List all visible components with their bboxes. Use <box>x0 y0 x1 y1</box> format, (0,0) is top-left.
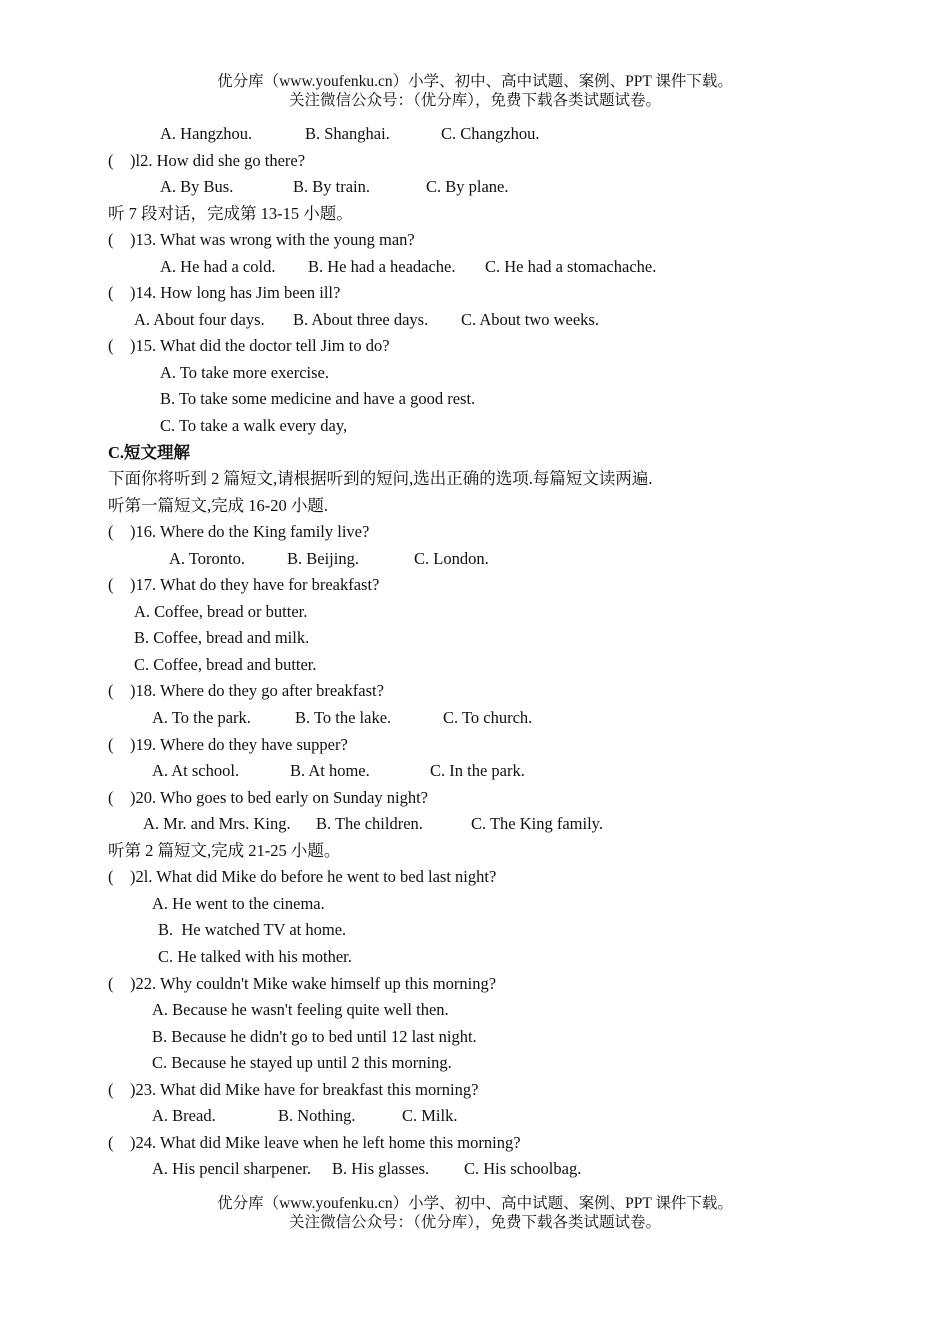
answer-option: C. The King family. <box>471 814 603 834</box>
question-text-line: ( )13. What was wrong with the young man? <box>108 230 415 250</box>
question-text-line: 听第一篇短文,完成 16-20 小题. <box>108 495 328 515</box>
answer-options-line <box>108 944 908 971</box>
answer-option: A. His pencil sharpener. <box>152 1159 311 1179</box>
answer-options-line <box>108 891 908 918</box>
answer-option: C. In the park. <box>430 761 525 781</box>
answer-option: A. Toronto. <box>169 548 245 568</box>
answer-option: A. He had a cold. <box>160 256 276 276</box>
answer-option: B. To the lake. <box>295 708 392 728</box>
answer-option: B. Coffee, bread and milk. <box>134 628 310 648</box>
answer-option: A. Bread. <box>152 1106 216 1126</box>
answer-options-line <box>108 360 908 387</box>
answer-option: B. He watched TV at home. <box>158 920 347 940</box>
question-text-line: 听 7 段对话，完成第 13-15 小题。 <box>108 203 353 223</box>
question-text-line: ( )18. Where do they go after breakfast? <box>108 681 384 701</box>
question-text-line: ( )14. How long has Jim been ill? <box>108 283 341 303</box>
question-text-line: ( )22. Why couldn't Mike wake himself up this morning? <box>108 973 497 993</box>
answer-options-line <box>108 917 908 944</box>
question-text-line: ( )20. Who goes to bed early on Sunday night? <box>108 787 429 807</box>
footer-line-2: 关注微信公众号：（优分库），免费下载各类试题试卷。 <box>288 1214 661 1231</box>
answer-option: B. About three days. <box>293 309 429 329</box>
answer-options-line <box>108 546 908 573</box>
answer-option: B. The children. <box>316 814 423 834</box>
question-text-line: ( )16. Where do the King family live? <box>108 522 370 542</box>
answer-option: C. About two weeks. <box>461 309 599 329</box>
answer-option: B. He had a headache. <box>308 256 456 276</box>
header-line-2: 关注微信公众号：（优分库），免费下载各类试题试卷。 <box>288 92 661 109</box>
question-text-line: ( )17. What do they have for breakfast? <box>108 575 380 595</box>
answer-option: B. By train. <box>293 177 370 197</box>
question-text-line: 下面你将听到 2 篇短文,请根据听到的短问,选出正确的选项.每篇短文读两遍. <box>108 469 653 489</box>
answer-option: A. Hangzhou. <box>160 124 253 143</box>
answer-options-line <box>108 386 908 413</box>
answer-options-line <box>108 811 908 838</box>
answer-option: C. Because he stayed up until 2 this morning. <box>152 1053 452 1073</box>
answer-option: B. To take some medicine and have a good rest. <box>160 389 476 409</box>
answer-option: C. London. <box>414 548 489 568</box>
answer-options-line <box>108 705 908 732</box>
page-header <box>0 72 950 110</box>
answer-option: A. At school. <box>152 761 240 781</box>
question-text-line: ( )l2. How did she go there? <box>108 150 306 170</box>
header-line-1: 优分库（www.youfenku.cn）小学、初中、高中试题、案例、PPT 课件下载。 <box>217 73 733 90</box>
question-text-line: ( )19. Where do they have supper? <box>108 734 348 754</box>
answer-option: A. To the park. <box>152 708 251 728</box>
document-body <box>108 121 908 1183</box>
answer-option: B. Because he didn't go to bed until 12 last night. <box>152 1026 477 1046</box>
answer-options-line <box>108 1103 908 1130</box>
answer-option: C. Milk. <box>402 1106 458 1126</box>
answer-options-line <box>108 307 908 334</box>
answer-option: B. Nothing. <box>278 1106 356 1126</box>
answer-option: A. About four days. <box>134 309 265 329</box>
answer-options-line <box>108 174 908 201</box>
answer-option: C. He talked with his mother. <box>158 946 352 966</box>
footer-line-1: 优分库（www.youfenku.cn）小学、初中、高中试题、案例、PPT 课件下载。 <box>217 1195 733 1212</box>
answer-option: A. Mr. and Mrs. King. <box>143 814 291 834</box>
answer-options-line <box>108 1156 908 1183</box>
section-heading: C.短文理解 <box>108 442 191 462</box>
answer-options-line <box>108 413 908 440</box>
answer-options-line <box>108 625 908 652</box>
question-text-line: ( )2l. What did Mike do before he went to bed last night? <box>108 867 497 887</box>
answer-option: B. At home. <box>290 761 370 781</box>
answer-options-line <box>108 254 908 281</box>
question-text-line: 听第 2 篇短文,完成 21-25 小题。 <box>108 840 341 860</box>
answer-option: B. Beijing. <box>287 548 359 568</box>
answer-options-line <box>108 997 908 1024</box>
answer-options-line <box>108 599 908 626</box>
answer-option: A. Coffee, bread or butter. <box>134 601 308 621</box>
answer-options-line <box>108 1024 908 1051</box>
answer-option: A. Because he wasn't feeling quite well then. <box>152 1000 449 1020</box>
question-text-line: ( )15. What did the doctor tell Jim to do? <box>108 336 390 356</box>
answer-option: B. Shanghai. <box>305 124 390 143</box>
answer-option: B. His glasses. <box>332 1159 430 1179</box>
answer-option: C. He had a stomachache. <box>485 256 657 276</box>
answer-option: C. To church. <box>443 708 533 728</box>
answer-options-line <box>108 758 908 785</box>
answer-option: C. Changzhou. <box>441 124 540 143</box>
answer-option: C. Coffee, bread and butter. <box>134 654 317 674</box>
page-footer <box>0 1194 950 1232</box>
answer-options-line <box>108 652 908 679</box>
question-text-line: ( )23. What did Mike have for breakfast this morning? <box>108 1079 479 1099</box>
answer-option: C. His schoolbag. <box>464 1159 582 1179</box>
answer-option: A. He went to the cinema. <box>152 893 325 913</box>
answer-option: C. To take a walk every day, <box>160 416 348 436</box>
answer-option: C. By plane. <box>426 177 509 197</box>
answer-options-line <box>108 121 908 148</box>
answer-option: A. To take more exercise. <box>160 362 329 382</box>
question-text-line: ( )24. What did Mike leave when he left home this morning? <box>108 1132 521 1152</box>
answer-options-line <box>108 1050 908 1077</box>
answer-option: A. By Bus. <box>160 177 234 197</box>
